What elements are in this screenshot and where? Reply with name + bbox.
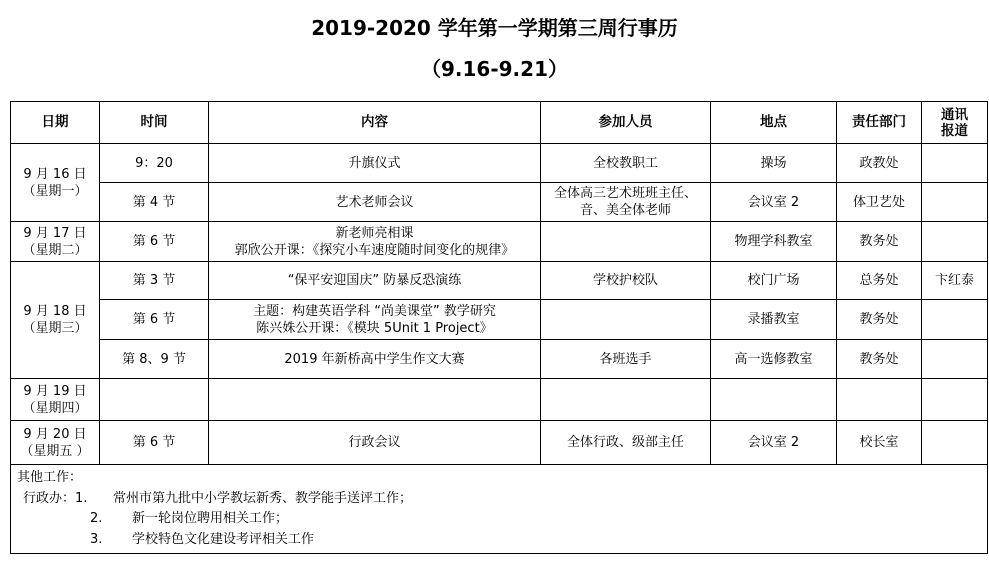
location-cell: 物理学科教室 xyxy=(711,222,837,262)
header-location: 地点 xyxy=(711,102,837,144)
header-date: 日期 xyxy=(11,102,100,144)
table-row xyxy=(11,144,988,183)
location-cell: 录播教室 xyxy=(711,300,837,340)
content-cell: “保平安迎国庆” 防暴反恐演练 xyxy=(209,262,541,300)
date-cell-monday: 9 月 16 日 （星期一） xyxy=(11,144,100,222)
header-dept: 责任部门 xyxy=(837,102,922,144)
table-row xyxy=(11,340,988,379)
report-cell xyxy=(922,300,988,340)
report-cell xyxy=(922,183,988,222)
date-cell-thursday: 9 月 19 日 （星期四） xyxy=(11,379,100,421)
time-cell: 第 6 节 xyxy=(100,300,209,340)
location-cell: 会议室 2 xyxy=(711,183,837,222)
header-time: 时间 xyxy=(100,102,209,144)
other-work-cell xyxy=(11,465,988,554)
dept-cell: 教务处 xyxy=(837,340,922,379)
dept-cell: 体卫艺处 xyxy=(837,183,922,222)
table-row xyxy=(11,300,988,340)
content-cell: 升旗仪式 xyxy=(209,144,541,183)
location-cell: 会议室 2 xyxy=(711,421,837,465)
other-work-item: 行政办：1. 常州市第九批中小学教坛新秀、教学能手送评工作； xyxy=(23,490,413,506)
table-row xyxy=(11,183,988,222)
other-work-row xyxy=(11,465,988,554)
time-cell: 第 4 节 xyxy=(100,183,209,222)
content-cell: 行政会议 xyxy=(209,421,541,465)
participants-cell: 全校教职工 xyxy=(541,144,711,183)
dept-cell: 教务处 xyxy=(837,300,922,340)
table-row xyxy=(11,421,988,465)
content-cell: 主题：构建英语学科 “尚美课堂” 教学研究 陈兴姝公开课：《模块 5Unit 1 Project》 xyxy=(209,300,541,340)
time-cell: 第 3 节 xyxy=(100,262,209,300)
other-work-heading: 其他工作： xyxy=(17,470,83,485)
header-participants: 参加人员 xyxy=(541,102,711,144)
other-work-item: 3. 学校特色文化建设考评相关工作 xyxy=(90,531,315,547)
time-cell: 第 8、9 节 xyxy=(100,340,209,379)
date-range-subtitle: （9.16-9.21） xyxy=(421,57,568,81)
date-cell-wednesday: 9 月 18 日 （星期三） xyxy=(11,262,100,379)
schedule-table xyxy=(10,101,988,554)
dept-cell: 校长室 xyxy=(837,421,922,465)
participants-cell: 各班选手 xyxy=(541,340,711,379)
content-cell xyxy=(209,379,541,421)
location-cell xyxy=(711,379,837,421)
report-cell xyxy=(922,421,988,465)
report-cell xyxy=(922,222,988,262)
table-row xyxy=(11,222,988,262)
report-cell xyxy=(922,379,988,421)
participants-cell: 学校护校队 xyxy=(541,262,711,300)
table-row xyxy=(11,379,988,421)
dept-cell: 总务处 xyxy=(837,262,922,300)
header-content: 内容 xyxy=(209,102,541,144)
participants-cell xyxy=(541,300,711,340)
participants-cell xyxy=(541,379,711,421)
report-cell xyxy=(922,340,988,379)
table-row xyxy=(11,262,988,300)
time-cell: 第 6 节 xyxy=(100,421,209,465)
table-header-row xyxy=(11,102,988,144)
date-cell-tuesday: 9 月 17 日 （星期二） xyxy=(11,222,100,262)
report-cell xyxy=(922,144,988,183)
time-cell xyxy=(100,379,209,421)
page-title: 2019-2020 学年第一学期第三周行事历 xyxy=(311,16,678,40)
time-cell: 第 6 节 xyxy=(100,222,209,262)
other-work-item: 2. 新一轮岗位聘用相关工作； xyxy=(90,511,289,526)
content-cell: 艺术老师会议 xyxy=(209,183,541,222)
content-cell: 2019 年新桥高中学生作文大赛 xyxy=(209,340,541,379)
dept-cell: 教务处 xyxy=(837,222,922,262)
participants-cell: 全体高三艺术班班主任、 音、美全体老师 xyxy=(541,183,711,222)
dept-cell: 政教处 xyxy=(837,144,922,183)
date-cell-friday: 9 月 20 日 （星期五 ） xyxy=(11,421,100,465)
location-cell: 高一选修教室 xyxy=(711,340,837,379)
location-cell: 校门广场 xyxy=(711,262,837,300)
report-cell: 卞红泰 xyxy=(922,262,988,300)
dept-cell xyxy=(837,379,922,421)
content-cell: 新老师亮相课 郭欣公开课：《探究小车速度随时间变化的规律》 xyxy=(209,222,541,262)
header-report: 通讯 报道 xyxy=(922,102,988,144)
participants-cell: 全体行政、级部主任 xyxy=(541,421,711,465)
time-cell: 9：20 xyxy=(100,144,209,183)
participants-cell xyxy=(541,222,711,262)
location-cell: 操场 xyxy=(711,144,837,183)
